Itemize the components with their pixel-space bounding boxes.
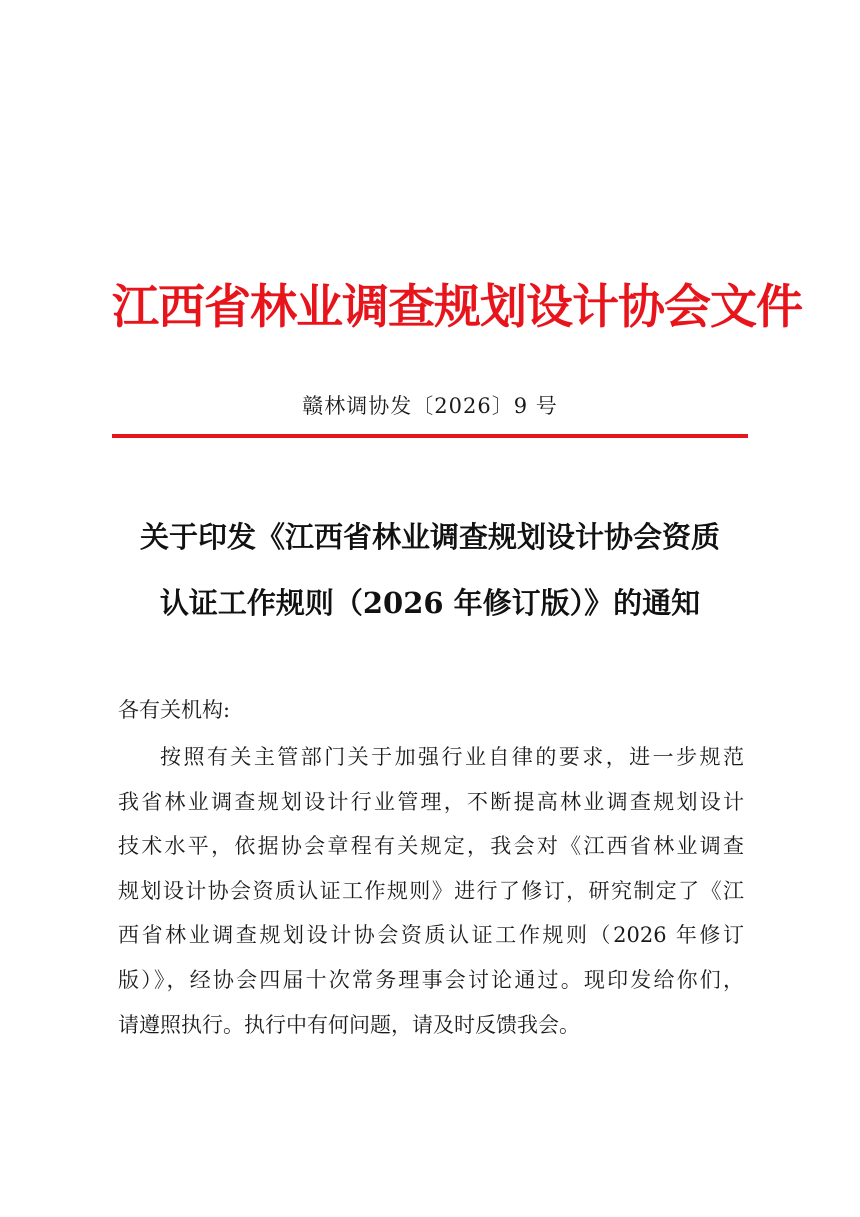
notice-title-line-1: 关于印发《江西省林业调查规划设计协会资质 xyxy=(139,520,720,554)
body-line: 版）》，经协会四届十次常务理事会讨论通过。现印发给你们， xyxy=(118,967,744,992)
body-line: 西省林业调查规划设计协会资质认证工作规则（2026 年修订 xyxy=(118,923,744,948)
body-line: 请遵照执行。执行中有何问题，请及时反馈我会。 xyxy=(118,1012,580,1037)
issuer-header: 江西省林业调查规划设计协会文件 xyxy=(112,280,802,335)
notice-title xyxy=(112,504,748,636)
body-line: 我省林业调查规划设计行业管理，不断提高林业调查规划设计 xyxy=(118,789,744,814)
body-line: 规划设计协会资质认证工作规则》进行了修订，研究制定了《江 xyxy=(118,878,744,903)
body-line: 按照有关主管部门关于加强行业自律的要求，进一步规范 xyxy=(160,745,744,769)
salutation: 各有关机构: xyxy=(118,698,231,722)
document-number: 赣林调协发〔2026〕9 号 xyxy=(302,394,558,418)
red-divider-line xyxy=(112,434,748,438)
body-paragraph xyxy=(118,735,744,1047)
body-line: 技术水平，依据协会章程有关规定，我会对《江西省林业调查 xyxy=(118,834,744,859)
notice-title-line-2: 认证工作规则（2026 年修订版）》的通知 xyxy=(159,586,701,620)
